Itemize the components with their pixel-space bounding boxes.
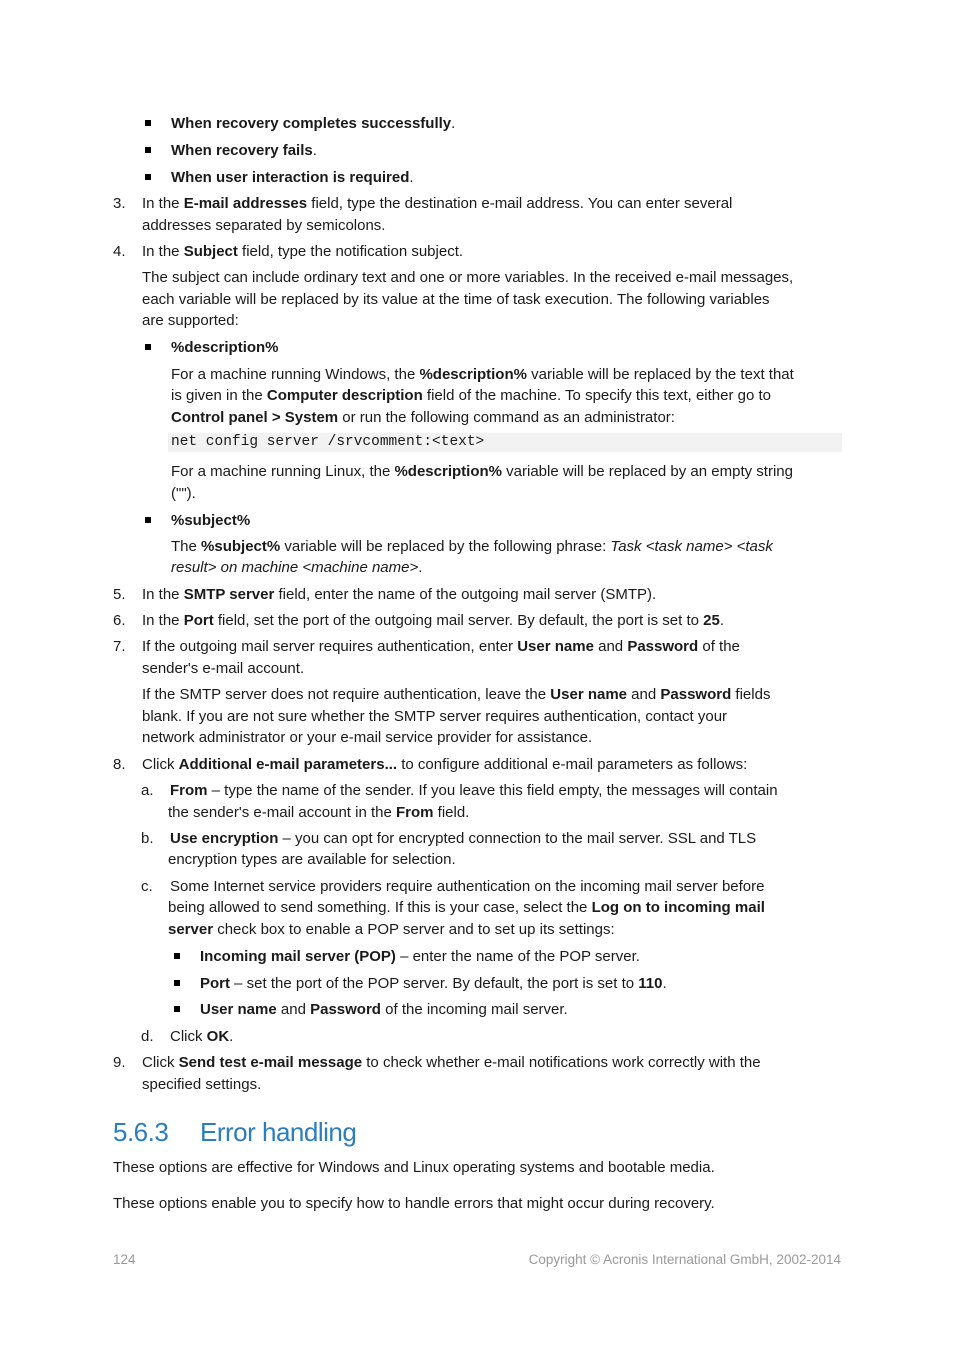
bold-text: User name bbox=[550, 686, 628, 703]
text-line bbox=[171, 511, 250, 531]
text-run: Click bbox=[142, 1054, 179, 1071]
bold-text: Port bbox=[200, 975, 230, 992]
list-number: 3. bbox=[113, 195, 126, 212]
text-run: In the bbox=[142, 612, 184, 629]
text-run: addresses separated by semicolons. bbox=[142, 217, 386, 234]
section-paragraph-2: These options enable you to specify how to handle errors that might occur during recovery. bbox=[113, 1195, 715, 1212]
bold-text: Incoming mail server (POP) bbox=[200, 948, 396, 965]
text-run: and bbox=[627, 686, 661, 703]
text-run: variable will be replaced by an empty string bbox=[502, 463, 793, 480]
text-line bbox=[142, 707, 727, 727]
text-run: . bbox=[451, 115, 456, 132]
bold-text: SMTP server bbox=[183, 586, 275, 603]
bold-text: E-mail addresses bbox=[183, 195, 308, 212]
text-run: to check whether e-mail notifications work correctly with the bbox=[362, 1054, 761, 1071]
text-line bbox=[142, 194, 732, 214]
bold-text: Log on to incoming mail bbox=[591, 899, 765, 916]
text-run: fields bbox=[731, 686, 771, 703]
bold-text: Password bbox=[310, 1001, 381, 1018]
text-run: variable will be replaced by the following phrase: bbox=[280, 538, 611, 555]
text-line bbox=[142, 268, 793, 288]
text-run: . bbox=[409, 169, 414, 186]
text-line bbox=[170, 829, 756, 849]
text-line bbox=[170, 1027, 233, 1047]
text-run: In the bbox=[142, 195, 184, 212]
text-run: . bbox=[719, 612, 724, 629]
text-run: the sender's e-mail account in the bbox=[168, 804, 396, 821]
list-number: 6. bbox=[113, 612, 126, 629]
text-line bbox=[142, 290, 770, 310]
text-line bbox=[142, 685, 770, 705]
text-line bbox=[142, 611, 724, 631]
italic-text: result> on machine <machine name> bbox=[171, 559, 419, 576]
text-run: field, enter the name of the outgoing mail server (SMTP). bbox=[274, 586, 657, 603]
italic-text: Task <task name> <task bbox=[610, 538, 773, 555]
section-paragraph-1: These options are effective for Windows and Linux operating systems and bootable media. bbox=[113, 1159, 715, 1176]
text-line bbox=[142, 311, 239, 331]
text-line bbox=[142, 728, 592, 748]
text-line bbox=[168, 898, 765, 918]
text-run: encryption types are available for selection. bbox=[168, 851, 456, 868]
bold-text: When recovery fails bbox=[171, 142, 313, 159]
text-run: If the SMTP server does not require authentication, leave the bbox=[142, 686, 551, 703]
text-run: field. bbox=[433, 804, 470, 821]
bold-text: %subject% bbox=[201, 538, 281, 555]
text-run: For a machine running Linux, the bbox=[171, 463, 395, 480]
text-run: – enter the name of the POP server. bbox=[395, 948, 640, 965]
bold-text: From bbox=[170, 782, 208, 799]
bold-text: Send test e-mail message bbox=[178, 1054, 363, 1071]
text-run: field, set the port of the outgoing mail server. By default, the port is set to bbox=[213, 612, 704, 629]
text-line bbox=[168, 920, 615, 940]
bullet-marker bbox=[174, 1006, 180, 1012]
list-number: 8. bbox=[113, 756, 126, 773]
bold-text: %description% bbox=[419, 366, 527, 383]
bold-text: Port bbox=[183, 612, 214, 629]
bullet-marker bbox=[145, 517, 151, 523]
list-number: 9. bbox=[113, 1054, 126, 1071]
text-line bbox=[170, 877, 764, 897]
text-run: blank. If you are not sure whether the SMTP server requires authentication, contact your bbox=[142, 708, 728, 725]
bold-text: Use encryption bbox=[170, 830, 279, 847]
text-run: variable will be replaced by the text that bbox=[526, 366, 794, 383]
bold-text: From bbox=[396, 804, 434, 821]
text-run: field, type the notification subject. bbox=[237, 243, 464, 260]
text-line bbox=[171, 365, 794, 385]
bullet-marker bbox=[145, 344, 151, 350]
text-line bbox=[200, 947, 640, 967]
section-title: Error handling bbox=[200, 1117, 357, 1147]
text-line bbox=[171, 558, 422, 578]
text-line bbox=[200, 974, 667, 994]
text-line bbox=[142, 659, 304, 679]
bullet-marker bbox=[174, 953, 180, 959]
bold-text: Password bbox=[627, 638, 699, 655]
text-line bbox=[142, 216, 385, 236]
command-code-block: net config server /srvcomment:<text> bbox=[168, 433, 842, 452]
page-number: 124 bbox=[113, 1252, 136, 1267]
list-number: 7. bbox=[113, 638, 126, 655]
text-run: field, type the destination e-mail address. You can enter several bbox=[307, 195, 733, 212]
text-run: and bbox=[276, 1001, 311, 1018]
bold-text: 110 bbox=[638, 975, 663, 992]
text-run: For a machine running Windows, the bbox=[171, 366, 420, 383]
text-line bbox=[142, 637, 740, 657]
text-run: Click bbox=[170, 1028, 207, 1045]
bullet-marker bbox=[145, 120, 151, 126]
bold-text: OK bbox=[206, 1028, 230, 1045]
text-run: network administrator or your e-mail service provider for assistance. bbox=[142, 729, 593, 746]
text-line bbox=[171, 408, 675, 428]
text-line bbox=[170, 781, 778, 801]
text-line bbox=[171, 338, 279, 358]
bold-text: User name bbox=[517, 638, 594, 655]
text-run: If the outgoing mail server requires authentication, enter bbox=[142, 638, 518, 655]
bold-text: 25 bbox=[703, 612, 720, 629]
text-run: are supported: bbox=[142, 312, 239, 329]
text-line bbox=[171, 484, 196, 504]
text-line bbox=[171, 386, 771, 406]
text-run: is given in the bbox=[171, 387, 267, 404]
bold-text: User name bbox=[200, 1001, 277, 1018]
text-run: – set the port of the POP server. By default, the port is set to bbox=[230, 975, 639, 992]
text-run: sender's e-mail account. bbox=[142, 660, 305, 677]
text-run: to configure additional e-mail parameters as follows: bbox=[397, 756, 748, 773]
text-run: – type the name of the sender. If you leave this field empty, the messages will contain bbox=[207, 782, 778, 799]
section-number: 5.6.3 bbox=[113, 1117, 169, 1147]
text-line bbox=[142, 755, 747, 775]
text-run: . bbox=[229, 1028, 234, 1045]
bullet-marker bbox=[145, 174, 151, 180]
text-line bbox=[171, 141, 317, 161]
section-heading bbox=[113, 1114, 356, 1150]
bold-text: server bbox=[168, 921, 214, 938]
text-run: of the incoming mail server. bbox=[380, 1001, 568, 1018]
text-line bbox=[171, 114, 455, 134]
text-line bbox=[171, 537, 773, 557]
copyright-notice: Copyright © Acronis International GmbH, 2002-2014 bbox=[528, 1252, 841, 1267]
text-run: each variable will be replaced by its value at the time of task execution. The following variables bbox=[142, 291, 770, 308]
bold-text: When recovery completes successfully bbox=[171, 115, 452, 132]
text-line bbox=[168, 803, 469, 823]
text-run: . bbox=[662, 975, 667, 992]
bold-text: Control panel > System bbox=[171, 409, 339, 426]
text-run: and bbox=[593, 638, 628, 655]
text-line bbox=[171, 168, 414, 188]
list-number: b. bbox=[141, 830, 154, 847]
list-number: a. bbox=[141, 782, 154, 799]
text-line bbox=[142, 242, 463, 262]
text-run: field of the machine. To specify this text, either go to bbox=[422, 387, 771, 404]
list-number: d. bbox=[141, 1028, 154, 1045]
bullet-marker bbox=[174, 980, 180, 986]
list-number: 4. bbox=[113, 243, 126, 260]
text-line bbox=[200, 1000, 568, 1020]
list-number: 5. bbox=[113, 586, 126, 603]
bold-text: Password bbox=[660, 686, 732, 703]
text-run: of the bbox=[698, 638, 740, 655]
text-run: or run the following command as an administrator: bbox=[338, 409, 675, 426]
text-run: being allowed to send something. If this is your case, select the bbox=[168, 899, 592, 916]
text-run: Click bbox=[142, 756, 179, 773]
bold-text: Computer description bbox=[266, 387, 423, 404]
text-run: . bbox=[312, 142, 317, 159]
text-run: . bbox=[418, 559, 423, 576]
bold-text: Subject bbox=[183, 243, 238, 260]
list-number: c. bbox=[141, 878, 153, 895]
text-line bbox=[171, 462, 793, 482]
bold-text: %subject% bbox=[171, 512, 251, 529]
text-run: (""). bbox=[171, 485, 196, 502]
text-line bbox=[168, 850, 456, 870]
text-run: In the bbox=[142, 243, 184, 260]
text-run: In the bbox=[142, 586, 184, 603]
text-run: check box to enable a POP server and to set up its settings: bbox=[213, 921, 615, 938]
text-run: Some Internet service providers require authentication on the incoming mail server before bbox=[170, 878, 765, 895]
bullet-marker bbox=[145, 147, 151, 153]
bold-text: %description% bbox=[394, 463, 502, 480]
text-run: – you can opt for encrypted connection to the mail server. SSL and TLS bbox=[278, 830, 757, 847]
bold-text: %description% bbox=[171, 339, 279, 356]
text-run: specified settings. bbox=[142, 1076, 262, 1093]
text-line bbox=[142, 585, 656, 605]
text-line bbox=[142, 1053, 761, 1073]
bold-text: When user interaction is required bbox=[171, 169, 410, 186]
bold-text: Additional e-mail parameters... bbox=[178, 756, 398, 773]
text-run: The subject can include ordinary text and one or more variables. In the received e-mail messages, bbox=[142, 269, 794, 286]
text-run: The bbox=[171, 538, 202, 555]
text-line bbox=[142, 1075, 261, 1095]
